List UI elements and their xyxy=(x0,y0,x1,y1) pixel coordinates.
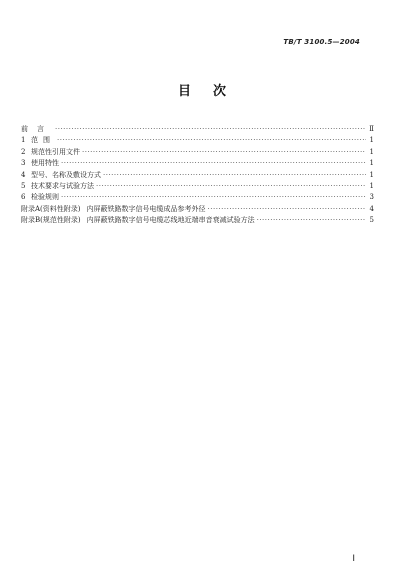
toc-entry-number: 4 xyxy=(21,170,26,179)
toc-leader-dots xyxy=(61,158,366,169)
toc-entry-label: 附录B(规范性附录) xyxy=(21,216,81,225)
toc-leader-dots xyxy=(96,181,366,192)
toc-entry-page: Ⅱ xyxy=(369,125,374,133)
toc-entry-number: 1 xyxy=(21,136,26,145)
toc-entry-appendix-a[interactable] xyxy=(21,204,374,215)
toc-title xyxy=(0,80,404,99)
toc-entry-page: 1 xyxy=(369,159,374,168)
toc-entry-page: 1 xyxy=(369,136,374,145)
table-of-contents xyxy=(21,124,374,227)
toc-entry-preface[interactable] xyxy=(21,124,374,135)
toc-entry-technical-requirements[interactable] xyxy=(21,181,374,192)
toc-entry-number: 3 xyxy=(21,159,26,168)
toc-entry-subtitle: 内屏蔽铁路数字信号电缆芯线地近端串音衰减试验方法 xyxy=(86,216,255,225)
toc-entry-label: 使用特性 xyxy=(31,159,59,168)
toc-entry-page: 1 xyxy=(369,170,374,179)
toc-entry-number: 2 xyxy=(21,147,26,156)
toc-leader-dots xyxy=(103,170,366,181)
toc-entry-number: 6 xyxy=(21,193,26,202)
toc-title-char-2: 次 xyxy=(213,84,227,99)
toc-leader-dots xyxy=(57,135,366,146)
toc-entry-page: 4 xyxy=(369,204,374,213)
document-code: TB/T 3100.5—2004 xyxy=(283,38,360,46)
toc-entry-subtitle: 内屏蔽铁路数字信号电缆成品参考外径 xyxy=(86,204,206,213)
toc-leader-dots xyxy=(61,192,366,203)
toc-entry-label: 前言 xyxy=(21,125,53,133)
page-number: Ⅰ xyxy=(352,553,355,563)
toc-entry-normative-references[interactable] xyxy=(21,147,374,158)
toc-title-char-1: 目 xyxy=(177,84,191,99)
toc-leader-dots xyxy=(208,204,366,215)
toc-leader-dots xyxy=(82,147,366,158)
toc-entry-page: 1 xyxy=(369,182,374,191)
toc-entry-label: 检验规则 xyxy=(31,193,59,202)
toc-entry-appendix-b[interactable] xyxy=(21,215,374,226)
toc-entry-label: 技术要求与试验方法 xyxy=(31,182,94,191)
toc-entry-label: 规范性引用文件 xyxy=(31,147,80,156)
toc-entry-page: 1 xyxy=(369,147,374,156)
toc-entry-page: 5 xyxy=(369,216,374,225)
toc-leader-dots xyxy=(55,124,366,135)
toc-entry-page: 3 xyxy=(369,193,374,202)
toc-entry-models-names[interactable] xyxy=(21,170,374,181)
toc-entry-scope[interactable] xyxy=(21,135,374,146)
toc-entry-usage-characteristics[interactable] xyxy=(21,158,374,169)
toc-leader-dots xyxy=(257,215,366,226)
toc-entry-number: 5 xyxy=(21,182,26,191)
toc-entry-label: 范围 xyxy=(31,136,55,145)
toc-entry-inspection-rules[interactable] xyxy=(21,192,374,203)
toc-entry-label: 型号、名称及敷设方式 xyxy=(31,170,101,179)
toc-entry-label: 附录A(资料性附录) xyxy=(21,204,81,213)
